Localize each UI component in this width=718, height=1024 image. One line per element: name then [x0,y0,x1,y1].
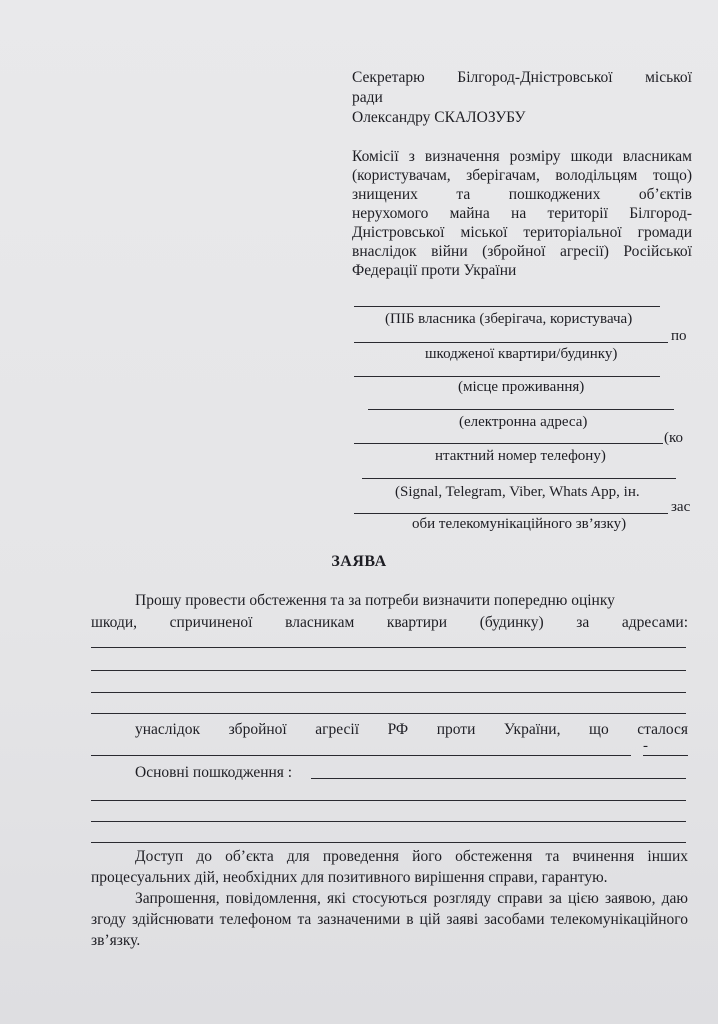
phone-line[interactable] [354,443,663,444]
incident-dash: - [643,738,648,754]
messengers-caption: (Signal, Telegram, Viber, Whats App, ін. [395,484,640,500]
statement-title: ЗАЯВА [331,553,387,570]
damage-line[interactable] [91,842,686,843]
email-line[interactable] [368,409,674,410]
commission-line: Федерації проти України [352,262,517,279]
incident-date-line-end[interactable] [643,755,688,756]
commission-line: знищених та пошкоджених об’єктів [352,186,692,203]
addressee-line-2: ради [352,89,383,106]
addressee-name: Олександру СКАЛОЗУБУ [352,109,526,126]
damage-line[interactable] [311,778,686,779]
address-line[interactable] [91,713,686,714]
means-tail: зас [671,499,691,515]
aggression-text: унаслідок збройної агресії РФ проти України, що сталося [135,721,688,738]
messengers-line[interactable] [362,478,676,479]
residence-caption: (місце проживання) [458,379,585,395]
damaged-caption: шкодженої квартири/будинку) [425,346,618,362]
owner-caption: (ПІБ власника (зберігача, користувача) [385,311,633,327]
residence-line[interactable] [354,376,660,377]
phone-caption: нтактний номер телефону) [435,448,606,464]
consent-paragraph: Запрошення, повідомлення, які стосуються розгляду справи за цією заявою, даю згоду здійснювати телефоном та зазначеними в цій заяві засобами телекомунікаційного зв’язку. [91,890,688,949]
address-line[interactable] [91,692,686,693]
access-paragraph: Доступ до об’єкта для проведення його обстеження та вчинення інших процесуальних дій, необхідних для позитивного вирішення справи, гарантую. [91,848,688,886]
email-caption: (електронна адреса) [459,414,588,430]
incident-date-line[interactable] [91,755,631,756]
commission-line: внаслідок війни (збройної агресії) Російської [352,243,692,260]
commission-line: Дністровської міської територіальної громади [352,224,692,241]
communication-means-line[interactable] [354,513,668,514]
damage-line[interactable] [91,800,686,801]
request-line-2: шкоди, спричиненої власникам квартири (будинку) за адресами: [91,614,688,631]
damage-label: Основні пошкодження : [135,764,293,781]
address-line[interactable] [91,647,686,648]
commission-line: Комісії з визначення розміру шкоди власникам [352,148,692,165]
commission-line: нерухомого майна на території Білгород- [352,205,692,222]
request-line-1: Прошу провести обстеження та за потреби визначити попередню оцінку [135,592,615,609]
phone-tail: (ко [664,430,684,446]
owner-tail: по [671,328,687,344]
damaged-property-line[interactable] [354,342,668,343]
addressee-line-1: Секретарю Білгород-Дністровської міської [352,69,692,86]
damage-line[interactable] [91,821,686,822]
address-line[interactable] [91,670,686,671]
commission-line: (користувачам, зберігачам, володільцям тощо) [352,167,692,184]
owner-name-line[interactable] [354,306,660,307]
means-caption: оби телекомунікаційного зв’язку) [412,516,627,532]
